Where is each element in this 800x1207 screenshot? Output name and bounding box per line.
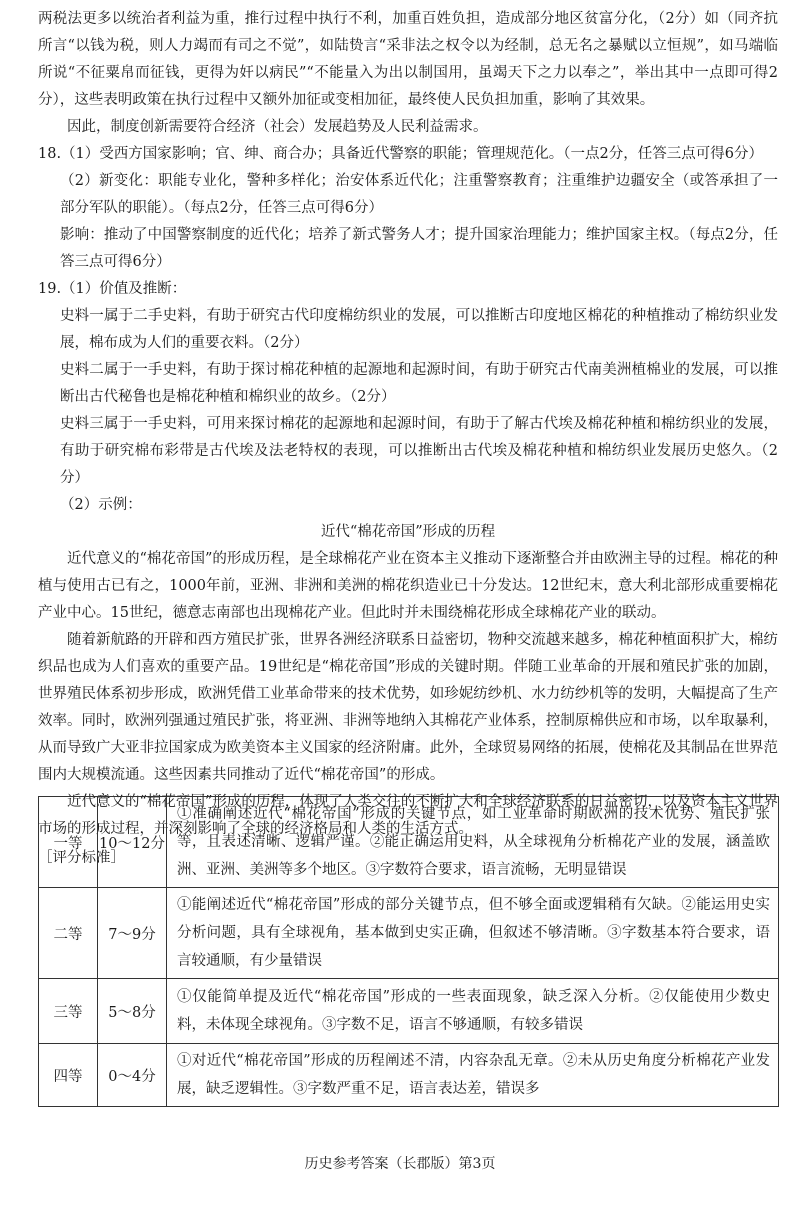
page-footer: 历史参考答案（长郡版）第3页 bbox=[304, 1156, 496, 1172]
grade-description: ①对近代“棉花帝国”形成的历程阐述不清，内容杂乱无章。②未从历史角度分析棉花产业发展，缺乏逻辑性。③字数严重不足，语言表达差，错误多 bbox=[167, 1044, 779, 1107]
grade-row bbox=[39, 888, 779, 979]
grade-row bbox=[39, 797, 779, 888]
grade-level: 二等 bbox=[39, 888, 98, 979]
q18-part2: （2）新变化：职能专业化，警种多样化；治安体系近代化；注重警察教育；注重维护边疆安全（或答承担了一部分军队的职能）。（每点2分，任答三点可得6分） bbox=[60, 173, 778, 216]
essay-paragraph-3: 近代意义的“棉花帝国”形成的历程，体现了人类交往的不断扩大和全球经济联系的日益密切，以及资本主义世界市场的形成过程，并深刻影响了全球的经济格局和人类的生活方式。 bbox=[38, 794, 778, 837]
grade-description: ①准确阐述近代“棉花帝国”形成的关键节点，如工业革命时期欧洲的技术优势、殖民扩张等，且表述清晰、逻辑严谨。②能正确运用史料，从全球视角分析棉花产业的发展，涵盖欧洲、亚洲、美洲等多个地区。③字数符合要求，语言流畅，无明显错误 bbox=[167, 797, 779, 888]
grade-level: 四等 bbox=[39, 1044, 98, 1107]
essay-paragraph-1: 近代意义的“棉花帝国”的形成历程，是全球棉花产业在资本主义推动下逐渐整合并由欧洲主导的过程。棉花的种植与使用古已有之，1000年前，亚洲、非洲和美洲的棉花织造业已十分发达。12世纪末，意大利北部形成重要棉花产业中心。15世纪，德意志南部也出现棉花产业。但此时并未围绕棉花形成全球棉花产业的联动。 bbox=[38, 551, 778, 621]
grade-score: 0～4分 bbox=[98, 1044, 167, 1107]
grade-level: 一等 bbox=[39, 797, 98, 888]
grade-score: 5～8分 bbox=[98, 979, 167, 1044]
essay-paragraph-2: 随着新航路的开辟和西方殖民扩张，世界各洲经济联系日益密切，物种交流越来越多，棉花种植面积扩大，棉纺织品也成为人们喜欢的重要产品。19世纪是“棉花帝国”形成的关键时期。伴随工业革命的开展和殖民扩张的加剧，世界殖民体系初步形成，欧洲凭借工业革命带来的技术优势，如珍妮纺纱机、水力纺纱机等的发明，大幅提高了生产效率。同时，欧洲列强通过殖民扩张，将亚洲、非洲等地纳入其棉花产业体系，控制原棉供应和市场，以牟取暴利，从而导致广大亚非拉国家成为欧美资本主义国家的经济附庸。此外，全球贸易网络的拓展，使棉花及其制品在世界范围内大规模流通。这些因素共同推动了近代“棉花帝国”的形成。 bbox=[38, 632, 778, 783]
q17-summary: 因此，制度创新需要符合经济（社会）发展趋势及人民利益需求。 bbox=[67, 119, 488, 135]
criteria-label: ［评分标准］ bbox=[38, 850, 125, 866]
grade-description: ①仅能简单提及近代“棉花帝国”形成的一些表面现象，缺乏深入分析。②仅能使用少数史料，未体现全球视角。③字数不足，语言不够通顺，有较多错误 bbox=[167, 979, 779, 1044]
grade-score: 10～12分 bbox=[98, 797, 167, 888]
essay-title: 近代“棉花帝国”形成的历程 bbox=[320, 524, 496, 540]
q19-part1-heading: 19.（1）价值及推断： bbox=[38, 281, 187, 297]
q19-source3: 史料三属于一手史料，可用来探讨棉花的起源地和起源时间，有助于了解古代埃及棉花种植和棉纺织业的发展，有助于研究棉布彩带是古代埃及法老特权的表现，可以推断出古代埃及棉花种植和棉纺织业发展历史悠久。（2分） bbox=[60, 416, 778, 486]
q19-source2: 史料二属于一手史料，有助于探讨棉花种植的起源地和起源时间，有助于研究古代南美洲植棉业的发展，可以推断出古代秘鲁也是棉花种植和棉织业的故乡。（2分） bbox=[60, 362, 778, 405]
grade-score: 7～9分 bbox=[98, 888, 167, 979]
q17-conclusion-paragraph: 两税法更多以统治者利益为重，推行过程中执行不利，加重百姓负担，造成部分地区贫富分化，（2分）如（同齐抗所言“以钱为税，则人力竭而有司之不觉”，如陆贽言“采非法之权令以为经制，总无名之暴赋以立恒规”，如马端临所说“不征粟帛而征钱，更得为奸以病民”“不能量入为出以制国用，虽竭天下之力以奉之”，举出其中一点即可得2分），这些表明政策在执行过程中又额外加征或变相加征，最终使人民负担加重，影响了其效果。 bbox=[38, 11, 778, 108]
grade-level: 三等 bbox=[39, 979, 98, 1044]
grading-table bbox=[38, 796, 779, 1107]
q18-impact: 影响：推动了中国警察制度的近代化；培养了新式警务人才；提升国家治理能力；维护国家主权。（每点2分，任答三点可得6分） bbox=[60, 227, 778, 270]
answer-body bbox=[38, 6, 778, 871]
grade-row bbox=[39, 1044, 779, 1107]
grade-description: ①能阐述近代“棉花帝国”形成的部分关键节点，但不够全面或逻辑稍有欠缺。②能运用史实分析问题，具有全球视角，基本做到史实正确，但叙述不够清晰。③字数基本符合要求，语言较通顺，有少量错误 bbox=[167, 888, 779, 979]
q19-part2-heading: （2）示例： bbox=[60, 497, 142, 513]
q18-part1: 18.（1）受西方国家影响；官、绅、商合办；具备近代警察的职能；管理规范化。（一点2分，任答三点可得6分） bbox=[38, 146, 763, 162]
grade-row bbox=[39, 979, 779, 1044]
q19-source1: 史料一属于二手史料，有助于研究古代印度棉纺织业的发展，可以推断古印度地区棉花的种植推动了棉纺织业发展，棉布成为人们的重要衣料。（2分） bbox=[60, 308, 778, 351]
